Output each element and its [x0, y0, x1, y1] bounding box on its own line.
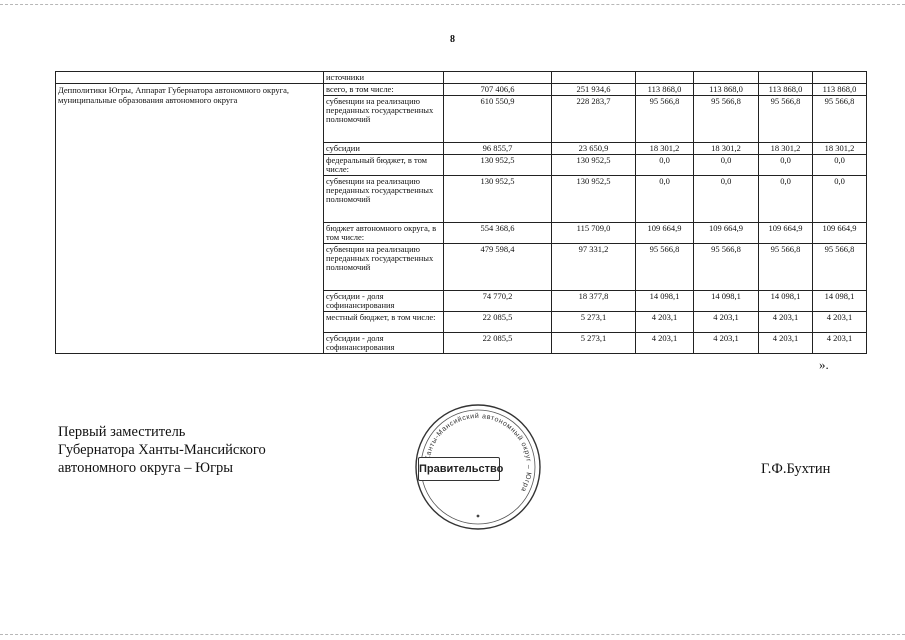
- value-cell: 0,0: [636, 155, 694, 176]
- table-cell-empty: [813, 72, 867, 84]
- value-cell: 113 868,0: [636, 84, 694, 96]
- value-cell: 95 566,8: [636, 244, 694, 291]
- table-cell-empty: [552, 72, 636, 84]
- table-cell-empty: [444, 72, 552, 84]
- table-cell-empty: [56, 72, 324, 84]
- value-cell: 554 368,6: [444, 223, 552, 244]
- value-cell: 23 650,9: [552, 143, 636, 155]
- value-cell: 95 566,8: [694, 244, 759, 291]
- value-cell: 95 566,8: [759, 244, 813, 291]
- value-cell: 14 098,1: [813, 291, 867, 312]
- signer-title-line: Губернатора Ханты-Мансийского: [58, 442, 266, 458]
- value-cell: 96 855,7: [444, 143, 552, 155]
- value-cell: 109 664,9: [694, 223, 759, 244]
- value-cell: 251 934,6: [552, 84, 636, 96]
- row-label: субсидии - доля софинансирования: [324, 291, 444, 312]
- signer-title-line: Первый заместитель: [58, 424, 186, 440]
- value-cell: 0,0: [694, 176, 759, 223]
- value-cell: 4 203,1: [636, 333, 694, 354]
- value-cell: 5 273,1: [552, 333, 636, 354]
- row-label: федеральный бюджет, в том числе:: [324, 155, 444, 176]
- value-cell: 18 301,2: [759, 143, 813, 155]
- value-cell: 109 664,9: [636, 223, 694, 244]
- seal-ring-text: анты-Мансийский автономный округ – Югра: [425, 412, 533, 493]
- seal-center-text: Правительство: [418, 457, 500, 481]
- value-cell: 18 301,2: [636, 143, 694, 155]
- value-cell: 22 085,5: [444, 333, 552, 354]
- signer-title-line: автономного округа – Югры: [58, 460, 234, 476]
- value-cell: 5 273,1: [552, 312, 636, 333]
- seal-dot: [477, 515, 480, 518]
- value-cell: 109 664,9: [759, 223, 813, 244]
- value-cell: 4 203,1: [636, 312, 694, 333]
- value-cell: 4 203,1: [759, 312, 813, 333]
- value-cell: 479 598,4: [444, 244, 552, 291]
- value-cell: 0,0: [694, 155, 759, 176]
- signer-title: [58, 423, 266, 477]
- value-cell: 14 098,1: [694, 291, 759, 312]
- value-cell: 130 952,5: [552, 155, 636, 176]
- value-cell: 0,0: [813, 155, 867, 176]
- row-label: бюджет автономного округа, в том числе:: [324, 223, 444, 244]
- value-cell: 22 085,5: [444, 312, 552, 333]
- value-cell: 18 301,2: [813, 143, 867, 155]
- value-cell: 4 203,1: [813, 333, 867, 354]
- value-cell: 4 203,1: [694, 333, 759, 354]
- value-cell: 228 283,7: [552, 96, 636, 143]
- table-header-row: [56, 72, 867, 84]
- value-cell: 4 203,1: [813, 312, 867, 333]
- value-cell: 115 709,0: [552, 223, 636, 244]
- value-cell: 95 566,8: [759, 96, 813, 143]
- value-cell: 95 566,8: [636, 96, 694, 143]
- value-cell: 113 868,0: [813, 84, 867, 96]
- value-cell: 0,0: [636, 176, 694, 223]
- value-cell: 0,0: [759, 155, 813, 176]
- value-cell: 74 770,2: [444, 291, 552, 312]
- value-cell: 97 331,2: [552, 244, 636, 291]
- value-cell: 18 301,2: [694, 143, 759, 155]
- value-cell: 95 566,8: [694, 96, 759, 143]
- value-cell: 95 566,8: [813, 244, 867, 291]
- page-number: 8: [450, 34, 455, 45]
- value-cell: 610 550,9: [444, 96, 552, 143]
- value-cell: 95 566,8: [813, 96, 867, 143]
- row-label: субвенции на реализацию переданных государственных полномочий: [324, 176, 444, 223]
- value-cell: 130 952,5: [444, 176, 552, 223]
- value-cell: 18 377,8: [552, 291, 636, 312]
- table-cell-empty: [694, 72, 759, 84]
- signer-name: Г.Ф.Бухтин: [761, 461, 831, 477]
- value-cell: 4 203,1: [694, 312, 759, 333]
- value-cell: 0,0: [813, 176, 867, 223]
- scan-edge-top: [0, 4, 905, 5]
- funding-table-body: [56, 72, 867, 354]
- closing-quote: ».: [819, 357, 829, 372]
- row-label: субсидии: [324, 143, 444, 155]
- value-cell: 14 098,1: [636, 291, 694, 312]
- value-cell: 113 868,0: [759, 84, 813, 96]
- value-cell: 4 203,1: [759, 333, 813, 354]
- row-label: субвенции на реализацию переданных государственных полномочий: [324, 96, 444, 143]
- funding-table: [55, 71, 867, 354]
- department-cell: Депполитики Югры, Аппарат Губернатора автономного округа, муниципальные образования автономного округа: [56, 84, 324, 354]
- value-cell: 14 098,1: [759, 291, 813, 312]
- scan-edge-bottom: [0, 634, 905, 635]
- row-label: субсидии - доля софинансирования: [324, 333, 444, 354]
- value-cell: 113 868,0: [694, 84, 759, 96]
- value-cell: 0,0: [759, 176, 813, 223]
- row-label: местный бюджет, в том числе:: [324, 312, 444, 333]
- value-cell: 109 664,9: [813, 223, 867, 244]
- table-cell-empty: [636, 72, 694, 84]
- value-cell: 130 952,5: [444, 155, 552, 176]
- table-row: [56, 84, 867, 96]
- value-cell: 130 952,5: [552, 176, 636, 223]
- sources-label: источники: [324, 72, 444, 84]
- value-cell: 707 406,6: [444, 84, 552, 96]
- row-label: всего, в том числе:: [324, 84, 444, 96]
- row-label: субвенции на реализацию переданных государственных полномочий: [324, 244, 444, 291]
- table-cell-empty: [759, 72, 813, 84]
